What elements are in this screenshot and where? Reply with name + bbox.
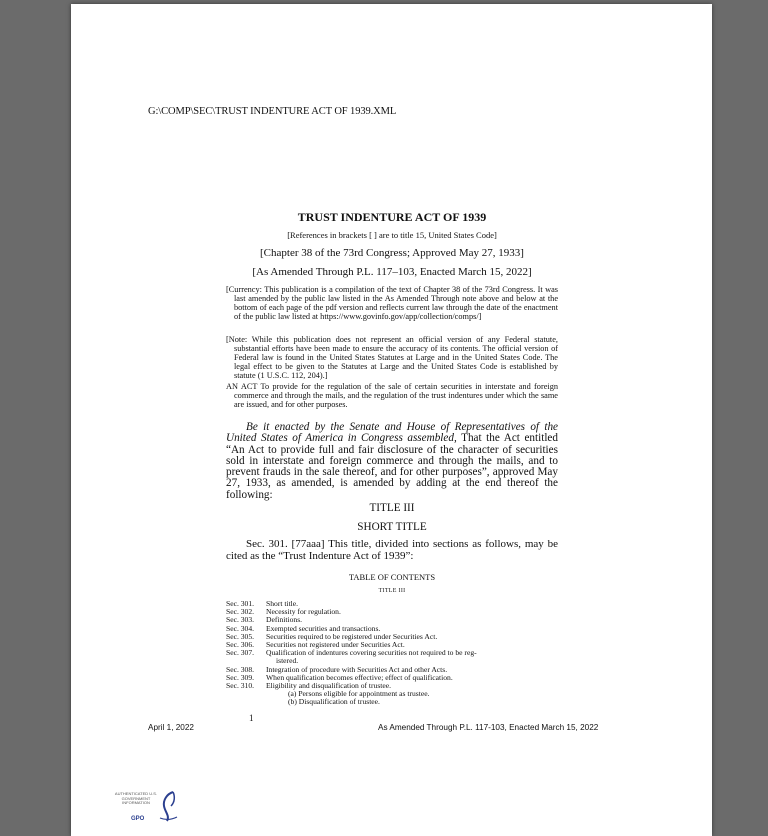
footer-amended-note: As Amended Through P.L. 117-103, Enacted March 15, 2022 [378,723,599,732]
toc-section-number: Sec. 302. [226,607,255,617]
page-number: 1 [249,713,254,723]
eagle-icon [157,790,179,824]
toc-section-title: istered. [276,656,299,666]
document-title: TRUST INDENTURE ACT OF 1939 [297,210,487,224]
toc-section-number: Sec. 309. [226,672,255,682]
toc-section-title: Short title. [266,599,299,608]
toc-section-title: Definitions. [266,615,303,625]
toc-section-title: Qualification of indentures covering securities not required to be reg- [266,648,477,658]
currency-note-text: [Currency: This publication is a compilation of the text of Chapter 38 of the 73rd Congress. It was last amended by the public law listed in the As Amended Through note above and below at the bottom of each page of the pdf version and reflects current law through the date of the enactment of the public law listed at https://www.govinfo.gov/app/collection/comps/] [226,285,558,321]
toc-section-number: Sec. 310. [226,681,255,691]
toc-section-number: Sec. 308. [226,664,255,674]
toc-section-number: Sec. 306. [226,640,255,650]
toc-section-title: When qualification becomes effective; effect of qualification. [266,672,453,682]
toc-subsection-title: (b) Disqualification of trustee. [288,697,380,707]
logo-gpo-text: GPO [131,816,145,822]
references-note: [References in brackets [ ] are to title 15, United States Code] [287,230,497,240]
toc-subsection-row [226,690,566,698]
logo-caption: AUTHENTICATED U.S. GOVERNMENT INFORMATION [114,791,158,806]
toc-section-title: Eligibility and disqualification of trustee. [266,681,392,691]
an-act-paragraph [226,382,558,409]
toc-section-number: Sec. 304. [226,623,255,633]
toc-section-title: Securities required to be registered under Securities Act. [266,631,438,641]
toc-section-title: Necessity for regulation. [266,607,341,617]
toc-heading: TABLE OF CONTENTS [348,572,436,582]
section-301 [226,539,558,562]
document-page [71,4,712,836]
short-title-heading: SHORT TITLE [357,521,427,533]
toc-section-title: Exempted securities and transactions. [266,623,381,633]
currency-note [226,285,558,321]
toc-subheading: TITLE III [378,588,406,594]
official-version-note-text: [Note: While this publication does not represent an official version of any Federal statute, substantial efforts have been made to ensure the accuracy of its contents. The official version of Federal law is found in the United States Statutes at Large and in the United States Code. The legal effect to be given to the Statutes at Large and the United States Code is established by statute (1 U.S.C. 112, 204).] [226,335,558,380]
enacting-clause-text: That the Act entitled “An Act to provide full and fair disclosure of the character of securities sold in interstate and foreign commerce and through the mails, and to prevent frauds in the sale thereof, and for other purposes”, approved May 27, 1933, as amended, is amended by adding at the end thereof the following: [226,432,558,501]
section-301-label: Sec. 301. [77aaa] [246,538,325,550]
toc-section-number: Sec. 307. [226,648,255,658]
title-iii-heading: TITLE III [369,502,415,514]
enacting-clause [226,422,558,501]
toc-section-number: Sec. 303. [226,615,255,625]
toc-section-number: Sec. 301. [226,599,255,608]
footer-date: April 1, 2022 [148,723,194,732]
header-file-path: G:\COMP\SEC\TRUST INDENTURE ACT OF 1939.XML [148,106,397,117]
amended-line: [As Amended Through P.L. 117–103, Enacted March 15, 2022] [252,266,532,278]
toc-subsection-row [226,698,566,706]
toc-section-title: Securities not registered under Securities Act. [266,640,405,650]
an-act-text: AN ACT To provide for the regulation of the sale of certain securities in interstate and foreign commerce and through the mails, and the regulation of the trust indentures under which the same are issued, and for other purposes. [226,382,558,409]
section-301-text: This title, divided into sections as follows, may be cited as the “Trust Indenture Act of 1939”: [226,538,559,562]
toc-section-title: Integration of procedure with Securities Act and other Acts. [266,664,448,674]
toc-subsection-title: (a) Persons eligible for appointment as trustee. [288,689,430,699]
gpo-authentication-logo [111,790,181,826]
table-of-contents [226,600,566,707]
toc-section-number: Sec. 305. [226,631,255,641]
enacting-clause-italic: Be it enacted by the Senate and House of Representatives of the United States of America in Congress assembled, [226,421,558,445]
chapter-line: [Chapter 38 of the 73rd Congress; Approved May 27, 1933] [260,247,524,259]
official-version-note [226,335,558,380]
